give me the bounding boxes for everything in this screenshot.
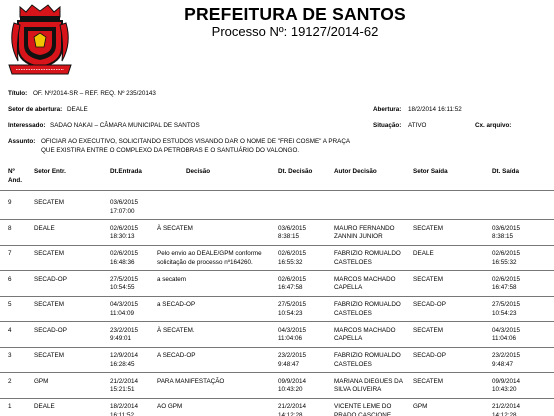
cell-setor-saida-line-1: SECAD-OP (413, 352, 446, 359)
cx-arquivo-label: Cx. arquivo: (475, 122, 512, 129)
cell-dt-decisao-line-1: 23/2/2015 (278, 352, 307, 359)
cell-dt-decisao-line-2: 10:43:20 (278, 386, 303, 394)
header-setor-saida: Setor Saída (413, 168, 448, 175)
cell-dt-decisao-line-1: 03/6/2015 (278, 224, 307, 232)
cell-dt-entrada-line-2: 10:54:55 (110, 284, 135, 292)
cell-autor-decisao (334, 378, 403, 395)
cell-autor-decisao (334, 403, 391, 416)
cell-dt-decisao-line-1: 09/9/2014 (278, 377, 307, 385)
cell-decisao-line-1: a SECAD-OP (157, 301, 196, 308)
cell-setor-saida (413, 250, 434, 259)
header-and: And. (8, 177, 22, 184)
abertura-label: Abertura: (373, 106, 402, 113)
cell-setor-saida (413, 403, 427, 412)
cell-dt-decisao-line-2: 16:47:58 (278, 284, 303, 292)
cell-dt-entrada-line-2: 17:07:00 (110, 207, 135, 215)
cell-decisao-line-1: A SECAD-OP (157, 352, 196, 359)
cell-dt-saida (492, 378, 520, 395)
cell-setor-saida-line-1: SECAD-OP (413, 301, 446, 308)
cell-dt-entrada-line-1: 03/6/2015 (110, 199, 139, 206)
cell-setor-saida-line-1: GPM (413, 403, 428, 410)
cell-dt-decisao-line-2: 16:55:32 (278, 258, 303, 266)
cell-dt-entrada-line-1: 18/2/2014 (110, 403, 139, 410)
cell-dt-saida-line-1: 09/9/2014 (492, 377, 521, 385)
cell-autor-decisao-line-1: MARCOS MACHADO (334, 326, 396, 334)
cell-autor-decisao (334, 276, 396, 293)
cell-decisao (157, 250, 262, 267)
process-number: Processo Nº: 19127/2014-62 (211, 24, 379, 39)
cell-setor-entr (34, 250, 64, 259)
cell-autor-decisao-line-1: FABRIZIO ROMUALDO (334, 352, 401, 359)
cell-autor-decisao-line-1: FABRIZIO ROMUALDO (334, 250, 401, 257)
cell-setor-saida (413, 378, 443, 387)
cell-decisao (157, 276, 186, 285)
cell-setor-entr-line-1: SECAD-OP (34, 275, 67, 283)
cell-dt-entrada (110, 403, 138, 416)
page-title: PREFEITURA DE SANTOS (184, 4, 406, 24)
cell-autor-decisao-line-2: CAPELLA (334, 335, 363, 343)
cell-dt-entrada-line-2: 15:21:51 (110, 386, 135, 394)
header-dt-decisao: Dt. Decisão (278, 168, 313, 175)
cell-dt-saida (492, 250, 520, 267)
cell-dt-saida-line-2: 10:43:20 (492, 386, 517, 394)
cell-num (8, 301, 12, 310)
cell-dt-saida-line-1: 03/6/2015 (492, 224, 521, 232)
cell-dt-decisao-line-1: 21/2/2014 (278, 403, 307, 410)
cell-setor-saida-line-1: DEALE (413, 250, 434, 257)
cell-autor-decisao-line-2: PRADO CASCIONE (334, 411, 392, 416)
header-num: Nº (8, 168, 15, 175)
cell-dt-saida-line-2: 16:47:58 (492, 284, 517, 292)
cell-decisao (157, 378, 224, 387)
cell-autor-decisao (334, 250, 401, 267)
cell-dt-saida-line-1: 21/2/2014 (492, 403, 521, 410)
cell-dt-entrada (110, 250, 138, 267)
cell-setor-saida-line-1: SECATEM (413, 275, 443, 283)
cell-dt-entrada-line-1: 21/2/2014 (110, 377, 139, 385)
cell-num (8, 199, 12, 208)
cell-num-line-1: 8 (8, 224, 12, 232)
header-setor-entr: Setor Entr. (34, 168, 66, 175)
cell-num (8, 327, 12, 336)
cell-autor-decisao (334, 352, 401, 369)
cell-dt-entrada (110, 352, 138, 369)
cell-setor-entr (34, 225, 55, 234)
cell-setor-saida (413, 301, 446, 310)
titulo-value: OF. Nº/2014-SR – REF. REQ. Nº 235/20143 (33, 90, 156, 97)
cell-setor-saida (413, 225, 443, 234)
cell-decisao-line-1: a secatem (157, 275, 187, 283)
cell-autor-decisao-line-1: FABRIZIO ROMUALDO (334, 301, 401, 308)
cell-num (8, 352, 12, 361)
cell-decisao (157, 301, 195, 310)
cell-num-line-1: 2 (8, 377, 12, 385)
cell-setor-entr (34, 403, 55, 412)
cell-dt-entrada (110, 225, 138, 242)
cell-num (8, 250, 12, 259)
cell-dt-saida-line-2: 16:55:32 (492, 258, 517, 266)
cell-autor-decisao-line-2: CASTELOES (334, 258, 372, 266)
cell-dt-entrada-line-2: 16:28:45 (110, 360, 135, 368)
table-row (0, 272, 554, 296)
cell-dt-decisao-line-2: 9:48:47 (278, 360, 300, 368)
cell-dt-saida (492, 327, 520, 344)
cell-autor-decisao-line-2: CAPELLA (334, 284, 363, 292)
cell-dt-saida-line-2: 10:54:23 (492, 309, 517, 317)
cell-dt-entrada (110, 199, 138, 216)
cell-setor-entr-line-1: SECATEM (34, 352, 64, 359)
cell-setor-entr-line-1: GPM (34, 377, 49, 385)
cell-autor-decisao-line-1: MARCOS MACHADO (334, 275, 396, 283)
table-header-rule (0, 190, 554, 191)
cell-dt-entrada (110, 378, 138, 395)
cell-num-line-1: 3 (8, 352, 12, 359)
cell-num (8, 276, 12, 285)
cell-autor-decisao-line-1: MARIANA DIEGUES DA (334, 377, 403, 385)
cell-decisao-line-1: AO GPM (157, 403, 183, 410)
cell-dt-entrada-line-1: 27/5/2015 (110, 275, 139, 283)
cell-dt-entrada-line-1: 02/6/2015 (110, 250, 139, 257)
cell-dt-decisao (278, 378, 306, 395)
assunto-label: Assunto: (8, 138, 36, 145)
cell-dt-entrada (110, 301, 138, 318)
cell-autor-decisao-line-2: SILVA OLIVEIRA (334, 386, 382, 394)
cell-num-line-1: 1 (8, 403, 12, 410)
cell-num (8, 403, 12, 412)
cell-num (8, 378, 12, 387)
cell-setor-entr (34, 199, 64, 208)
cell-num-line-1: 5 (8, 301, 12, 308)
cell-dt-saida-line-1: 02/6/2015 (492, 275, 521, 283)
cell-dt-saida (492, 225, 520, 242)
cell-decisao (157, 225, 193, 234)
header-dt-entrada: Dt.Entrada (110, 168, 142, 175)
table-row (0, 195, 554, 219)
cell-num-line-1: 4 (8, 326, 12, 334)
header-decisao: Decisão (186, 168, 211, 175)
cell-dt-saida-line-1: 04/3/2015 (492, 326, 521, 334)
cell-autor-decisao-line-2: ZANNIN JUNIOR (334, 233, 383, 241)
cell-autor-decisao-line-2: CASTELOES (334, 309, 372, 317)
cell-dt-entrada-line-2: 11:04:09 (110, 309, 135, 317)
cell-dt-decisao-line-1: 04/3/2015 (278, 326, 307, 334)
cell-dt-decisao-line-2: 8:38:15 (278, 233, 300, 241)
cell-dt-entrada-line-2: 16:48:36 (110, 258, 135, 266)
cell-setor-entr (34, 301, 64, 310)
cell-num-line-1: 7 (8, 250, 12, 257)
cell-dt-decisao (278, 352, 306, 369)
cell-setor-entr (34, 378, 48, 387)
cell-autor-decisao-line-1: MAURO FERNANDO (334, 224, 395, 232)
cell-dt-decisao (278, 276, 306, 293)
cell-setor-entr-line-1: SECATEM (34, 250, 64, 257)
header-dt-saida: Dt. Saída (492, 168, 519, 175)
cell-dt-decisao-line-2: 10:54:23 (278, 309, 303, 317)
cell-dt-entrada-line-2: 18:30:13 (110, 233, 135, 241)
cell-decisao-line-2: solicitação de processo nº164260. (157, 258, 253, 266)
cell-setor-saida (413, 276, 443, 285)
abertura-value: 18/2/2014 16:11:52 (408, 106, 462, 113)
cell-decisao-line-1: PARA MANIFESTAÇÃO (157, 377, 225, 385)
cell-dt-decisao (278, 327, 306, 344)
cell-dt-saida (492, 403, 520, 416)
table-row (0, 246, 554, 270)
cell-autor-decisao (334, 327, 396, 344)
cell-dt-saida-line-1: 02/6/2015 (492, 250, 521, 257)
cell-autor-decisao-line-1: VICENTE LEME DO (334, 403, 392, 410)
cell-decisao-line-1: À SECATEM (157, 224, 193, 232)
table-row (0, 374, 554, 398)
cell-setor-entr-line-1: DEALE (34, 224, 55, 232)
titulo-label: Título: (8, 90, 28, 97)
cell-dt-entrada-line-1: 12/9/2014 (110, 352, 139, 359)
cell-dt-entrada-line-2: 16:11:52 (110, 411, 135, 416)
assunto-value (41, 138, 381, 155)
table-row (0, 323, 554, 347)
cell-dt-saida (492, 276, 520, 293)
situacao-value: ATIVO (408, 122, 427, 129)
cell-decisao (157, 403, 182, 412)
cell-dt-decisao (278, 301, 306, 318)
cell-dt-saida-line-2: 9:48:47 (492, 360, 514, 368)
cell-dt-decisao-line-1: 02/6/2015 (278, 275, 307, 283)
cell-dt-decisao-line-1: 02/6/2015 (278, 250, 307, 257)
cell-setor-entr-line-1: SECAD-OP (34, 326, 67, 334)
cell-dt-saida-line-1: 23/2/2015 (492, 352, 521, 359)
cell-decisao (157, 327, 195, 336)
cell-setor-saida-line-1: SECATEM (413, 377, 443, 385)
cell-dt-decisao (278, 250, 306, 267)
cell-setor-saida (413, 352, 446, 361)
cell-setor-saida-line-1: SECATEM (413, 326, 443, 334)
cell-dt-entrada (110, 276, 138, 293)
cell-dt-decisao-line-2: 11:04:06 (278, 335, 303, 343)
cell-num (8, 225, 12, 234)
cell-dt-saida-line-2: 14:12:28 (492, 411, 517, 416)
cell-setor-entr-line-1: DEALE (34, 403, 55, 410)
cell-decisao-line-1: À SECATEM. (157, 326, 195, 334)
cell-dt-saida (492, 301, 520, 318)
cell-setor-saida-line-1: SECATEM (413, 224, 443, 232)
cell-dt-decisao (278, 225, 306, 242)
setor-abertura-value: DEALE (67, 106, 88, 113)
cell-dt-entrada (110, 327, 138, 344)
table-row (0, 297, 554, 321)
cell-num-line-1: 9 (8, 199, 12, 206)
cell-decisao-line-1: Pelo envio ao DEALE/GPM conforme (157, 250, 262, 257)
cell-setor-entr-line-1: SECATEM (34, 301, 64, 308)
cell-dt-entrada-line-2: 9:49:01 (110, 335, 132, 343)
table-row (0, 348, 554, 372)
cell-setor-entr (34, 276, 67, 285)
cell-setor-saida (413, 327, 443, 336)
table-row (0, 399, 554, 416)
cell-dt-saida-line-1: 27/5/2015 (492, 301, 521, 308)
interessado-label: Interessado: (8, 122, 46, 129)
cell-autor-decisao (334, 301, 401, 318)
cell-setor-entr (34, 327, 67, 336)
cell-dt-decisao-line-2: 14:12:28 (278, 411, 303, 416)
interessado-value: SADAO NAKAI – CÂMARA MUNICIPAL DE SANTOS (50, 122, 200, 129)
table-row (0, 221, 554, 245)
assunto-line-1: OFICIAR AO EXECUTIVO, SOLICITANDO ESTUDOS VISANDO DAR O NOME DE "FREI COSME" A PRAÇA (41, 138, 351, 145)
cell-setor-entr (34, 352, 64, 361)
assunto-line-2: QUE EXISTIRA ENTRE O COMPLEXO DA PETROBRAS E O SANTUÁRIO DO VALONGO. (41, 146, 300, 154)
cell-autor-decisao-line-2: CASTELOES (334, 360, 372, 368)
situacao-label: Situação: (373, 122, 402, 129)
cell-dt-entrada-line-1: 23/2/2015 (110, 326, 139, 334)
cell-dt-decisao-line-1: 27/5/2015 (278, 301, 307, 308)
cell-setor-entr-line-1: SECATEM (34, 199, 64, 206)
cell-num-line-1: 6 (8, 275, 12, 283)
cell-dt-saida-line-2: 11:04:06 (492, 335, 517, 343)
cell-dt-saida (492, 352, 520, 369)
cell-dt-entrada-line-1: 02/6/2015 (110, 224, 139, 232)
setor-abertura-label: Setor de abertura: (8, 106, 63, 113)
cell-dt-decisao (278, 403, 306, 416)
cell-decisao (157, 352, 196, 361)
header-autor-decisao: Autor Decisão (334, 168, 377, 175)
cell-dt-saida-line-2: 8:38:15 (492, 233, 514, 241)
cell-autor-decisao (334, 225, 395, 242)
cell-dt-entrada-line-1: 04/3/2015 (110, 301, 139, 308)
